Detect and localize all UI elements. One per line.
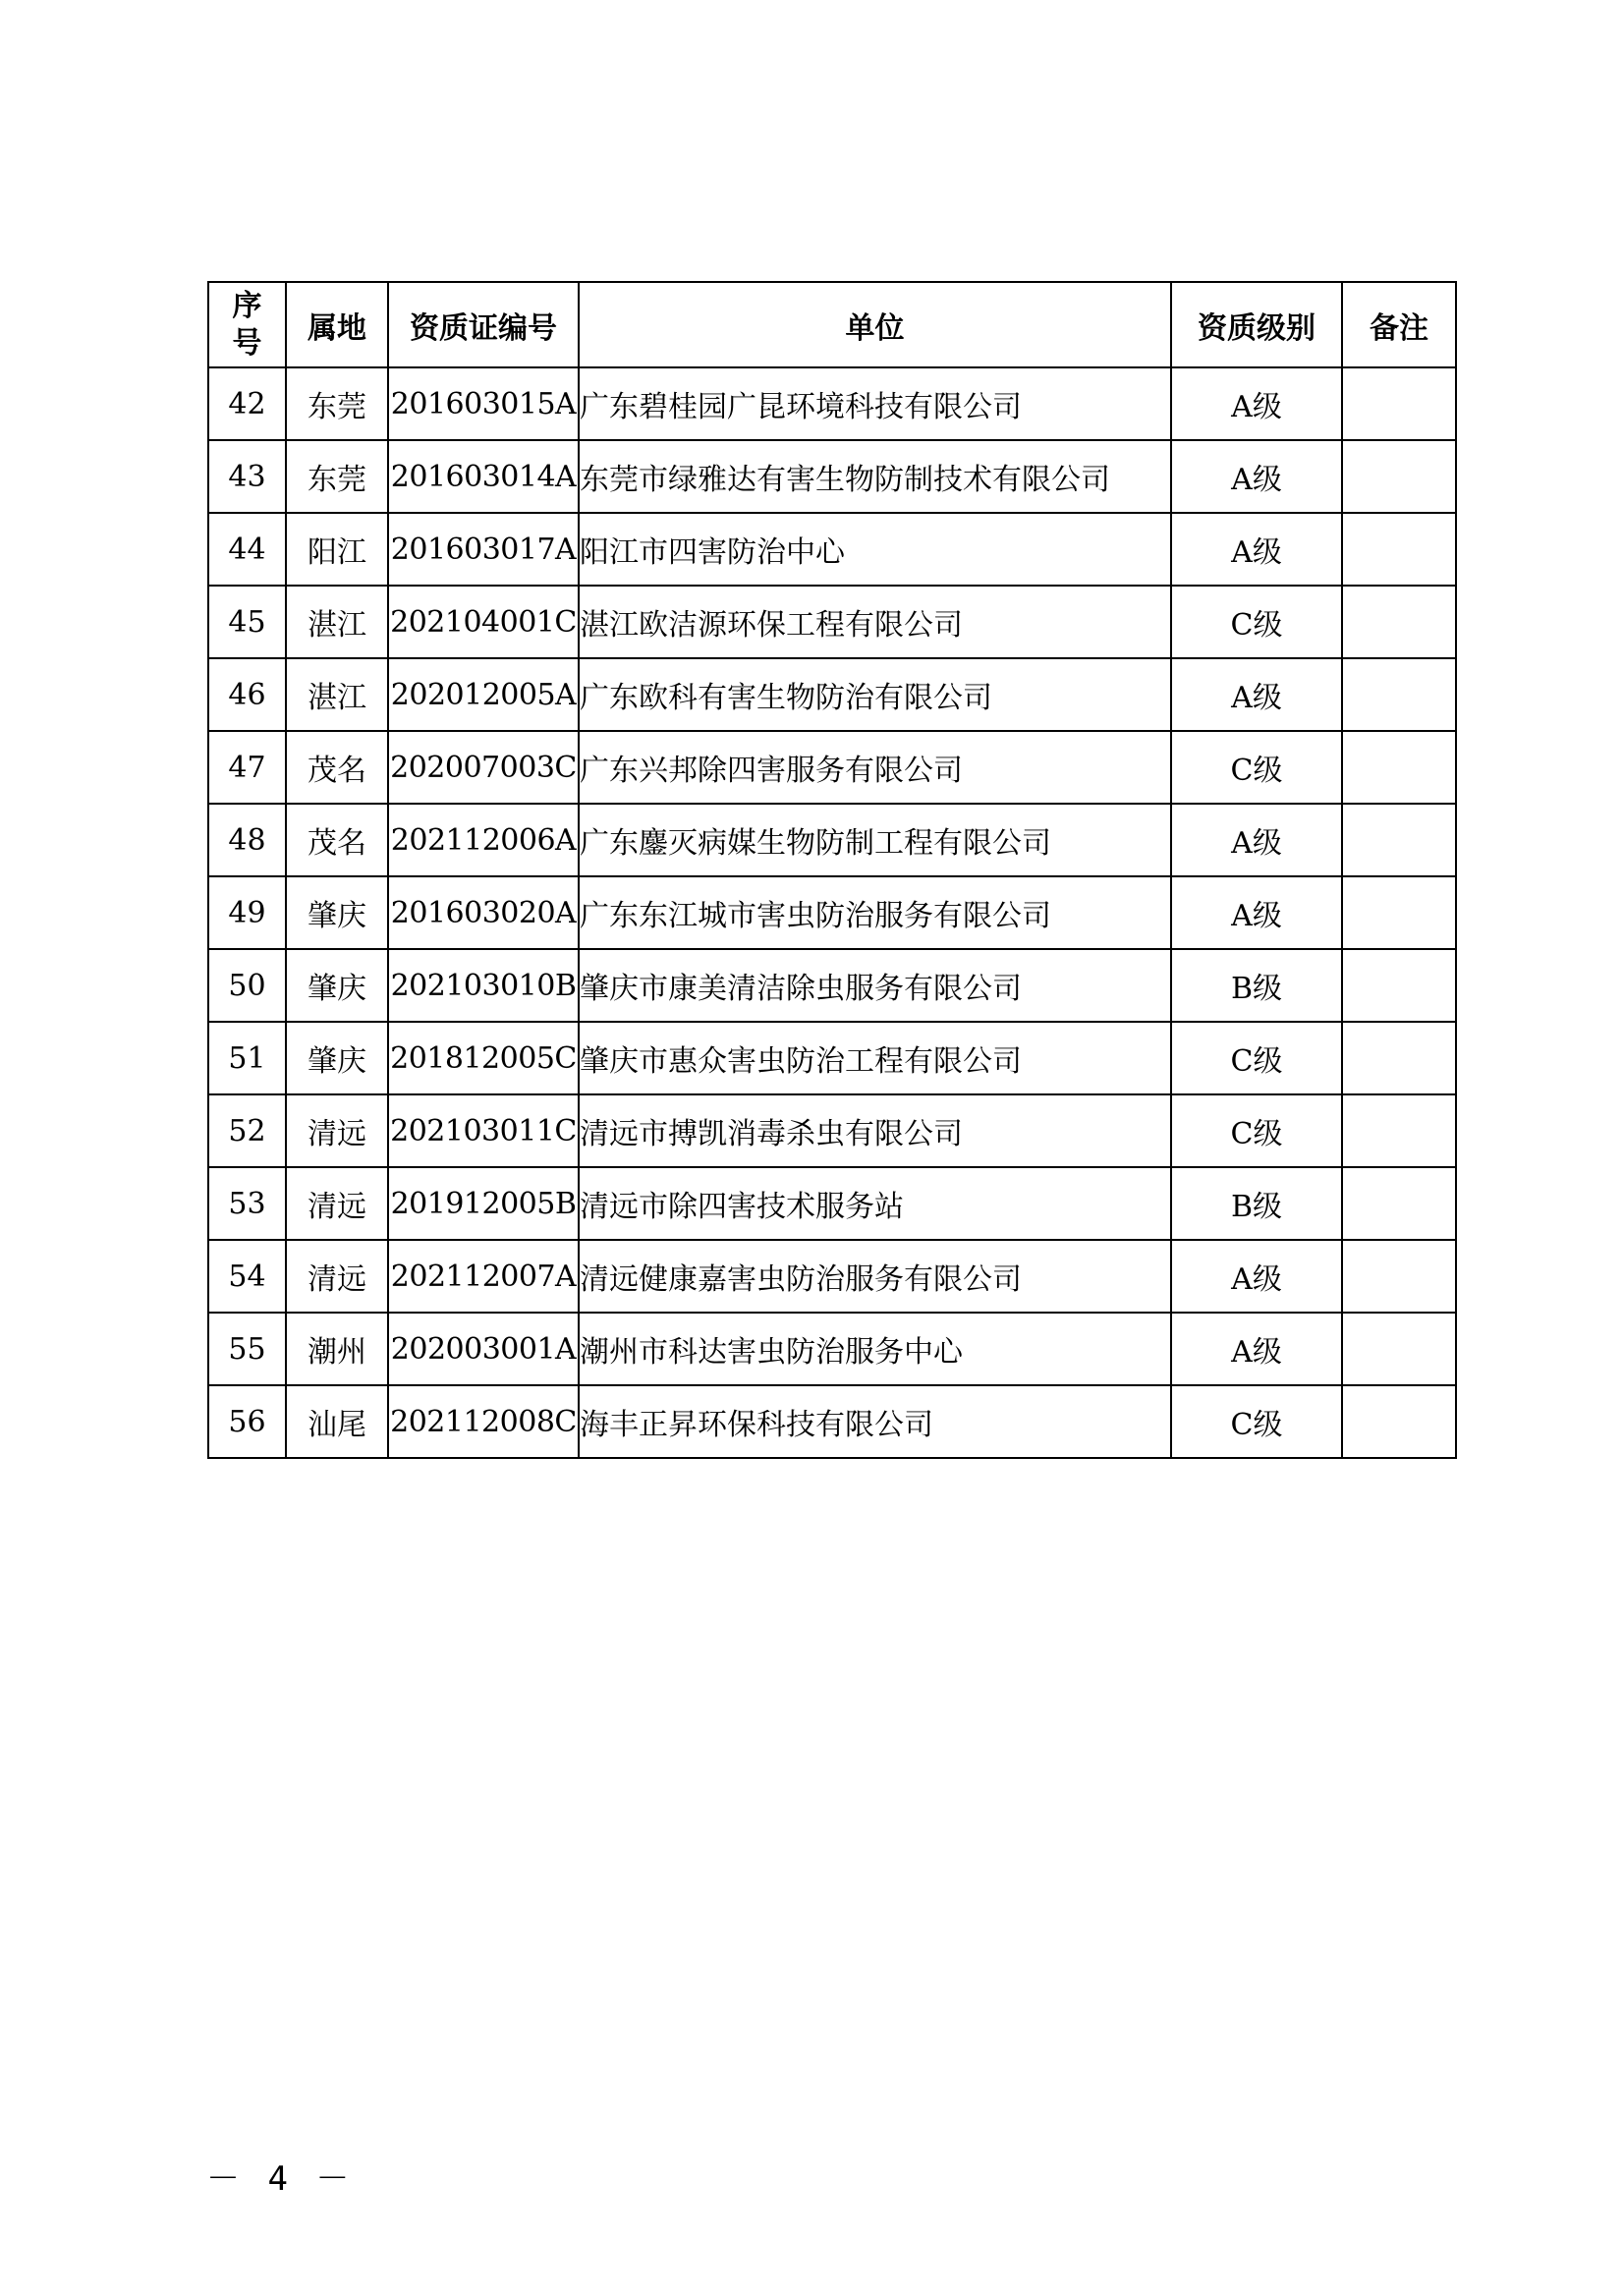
cell-region: 茂名	[286, 804, 388, 876]
table-row	[208, 1385, 1456, 1458]
cell-unit: 肇庆市康美清洁除虫服务有限公司	[579, 949, 1171, 1022]
table-row	[208, 1022, 1456, 1094]
page-number: － 4 －	[206, 2159, 354, 2199]
table-row	[208, 804, 1456, 876]
cell-remark	[1342, 876, 1456, 949]
cell-region: 茂名	[286, 731, 388, 804]
cell-seq: 44	[208, 513, 286, 586]
qualification-table	[207, 281, 1457, 1459]
cell-seq: 46	[208, 658, 286, 731]
table-body	[208, 367, 1456, 1458]
cell-remark	[1342, 1313, 1456, 1385]
cell-region: 东莞	[286, 367, 388, 440]
cell-seq: 54	[208, 1240, 286, 1313]
cell-cert-no: 202012005A	[388, 658, 579, 731]
cell-level: C级	[1171, 1094, 1342, 1167]
cell-seq: 47	[208, 731, 286, 804]
cell-remark	[1342, 804, 1456, 876]
cell-seq: 42	[208, 367, 286, 440]
cell-remark	[1342, 367, 1456, 440]
cell-unit: 湛江欧洁源环保工程有限公司	[579, 586, 1171, 658]
table-row	[208, 949, 1456, 1022]
cell-region: 湛江	[286, 586, 388, 658]
cell-remark	[1342, 1240, 1456, 1313]
cell-remark	[1342, 513, 1456, 586]
cell-region: 潮州	[286, 1313, 388, 1385]
cell-level: A级	[1171, 440, 1342, 513]
table-row	[208, 586, 1456, 658]
header-seq-line1: 序	[232, 288, 262, 323]
header-level: 资质级别	[1171, 282, 1342, 367]
cell-unit: 潮州市科达害虫防治服务中心	[579, 1313, 1171, 1385]
cell-seq: 51	[208, 1022, 286, 1094]
cell-unit: 阳江市四害防治中心	[579, 513, 1171, 586]
cell-cert-no: 202112007A	[388, 1240, 579, 1313]
table-row	[208, 1240, 1456, 1313]
cell-region: 东莞	[286, 440, 388, 513]
header-unit: 单位	[579, 282, 1171, 367]
cell-remark	[1342, 1167, 1456, 1240]
cell-unit: 广东兴邦除四害服务有限公司	[579, 731, 1171, 804]
cell-remark	[1342, 731, 1456, 804]
cell-unit: 东莞市绿雅达有害生物防制技术有限公司	[579, 440, 1171, 513]
cell-seq: 43	[208, 440, 286, 513]
cell-remark	[1342, 586, 1456, 658]
table-row	[208, 1094, 1456, 1167]
cell-remark	[1342, 1094, 1456, 1167]
cell-remark	[1342, 949, 1456, 1022]
table-row	[208, 513, 1456, 586]
table-row	[208, 658, 1456, 731]
cell-cert-no: 201603015A	[388, 367, 579, 440]
cell-seq: 53	[208, 1167, 286, 1240]
cell-cert-no: 202104001C	[388, 586, 579, 658]
cell-region: 肇庆	[286, 876, 388, 949]
cell-seq: 55	[208, 1313, 286, 1385]
cell-remark	[1342, 440, 1456, 513]
cell-cert-no: 202103010B	[388, 949, 579, 1022]
cell-region: 阳江	[286, 513, 388, 586]
cell-cert-no: 201912005B	[388, 1167, 579, 1240]
table-row	[208, 440, 1456, 513]
header-region: 属地	[286, 282, 388, 367]
cell-region: 汕尾	[286, 1385, 388, 1458]
cell-level: B级	[1171, 1167, 1342, 1240]
cell-region: 湛江	[286, 658, 388, 731]
cell-cert-no: 201812005C	[388, 1022, 579, 1094]
cell-seq: 50	[208, 949, 286, 1022]
cell-level: A级	[1171, 367, 1342, 440]
cell-cert-no: 202003001A	[388, 1313, 579, 1385]
cell-seq: 48	[208, 804, 286, 876]
cell-cert-no: 202103011C	[388, 1094, 579, 1167]
cell-level: A级	[1171, 1313, 1342, 1385]
cell-unit: 广东欧科有害生物防治有限公司	[579, 658, 1171, 731]
cell-level: A级	[1171, 804, 1342, 876]
header-cert-no: 资质证编号	[388, 282, 579, 367]
table-row	[208, 1167, 1456, 1240]
cell-unit: 清远市除四害技术服务站	[579, 1167, 1171, 1240]
cell-level: A级	[1171, 1240, 1342, 1313]
cell-level: C级	[1171, 731, 1342, 804]
cell-level: A级	[1171, 513, 1342, 586]
cell-region: 肇庆	[286, 1022, 388, 1094]
cell-level: A级	[1171, 876, 1342, 949]
cell-seq: 52	[208, 1094, 286, 1167]
table-row	[208, 1313, 1456, 1385]
cell-remark	[1342, 1385, 1456, 1458]
cell-unit: 海丰正昇环保科技有限公司	[579, 1385, 1171, 1458]
cell-unit: 肇庆市惠众害虫防治工程有限公司	[579, 1022, 1171, 1094]
cell-seq: 49	[208, 876, 286, 949]
cell-unit: 清远健康嘉害虫防治服务有限公司	[579, 1240, 1171, 1313]
cell-cert-no: 202007003C	[388, 731, 579, 804]
header-seq-line2: 号	[232, 325, 262, 361]
table-row	[208, 731, 1456, 804]
table-row	[208, 367, 1456, 440]
cell-region: 清远	[286, 1094, 388, 1167]
cell-level: C级	[1171, 586, 1342, 658]
cell-unit: 广东东江城市害虫防治服务有限公司	[579, 876, 1171, 949]
table-header-row	[208, 282, 1456, 367]
cell-unit: 广东鏖灭病媒生物防制工程有限公司	[579, 804, 1171, 876]
table-row	[208, 876, 1456, 949]
cell-cert-no: 201603017A	[388, 513, 579, 586]
header-remark: 备注	[1342, 282, 1456, 367]
cell-unit: 广东碧桂园广昆环境科技有限公司	[579, 367, 1171, 440]
cell-seq: 56	[208, 1385, 286, 1458]
cell-cert-no: 202112006A	[388, 804, 579, 876]
cell-level: C级	[1171, 1385, 1342, 1458]
cell-unit: 清远市搏凯消毒杀虫有限公司	[579, 1094, 1171, 1167]
cell-region: 肇庆	[286, 949, 388, 1022]
cell-cert-no: 201603020A	[388, 876, 579, 949]
cell-remark	[1342, 658, 1456, 731]
cell-remark	[1342, 1022, 1456, 1094]
cell-region: 清远	[286, 1167, 388, 1240]
cell-level: A级	[1171, 658, 1342, 731]
header-seq	[208, 282, 286, 367]
cell-region: 清远	[286, 1240, 388, 1313]
cell-seq: 45	[208, 586, 286, 658]
cell-cert-no: 202112008C	[388, 1385, 579, 1458]
cell-cert-no: 201603014A	[388, 440, 579, 513]
cell-level: B级	[1171, 949, 1342, 1022]
cell-level: C级	[1171, 1022, 1342, 1094]
